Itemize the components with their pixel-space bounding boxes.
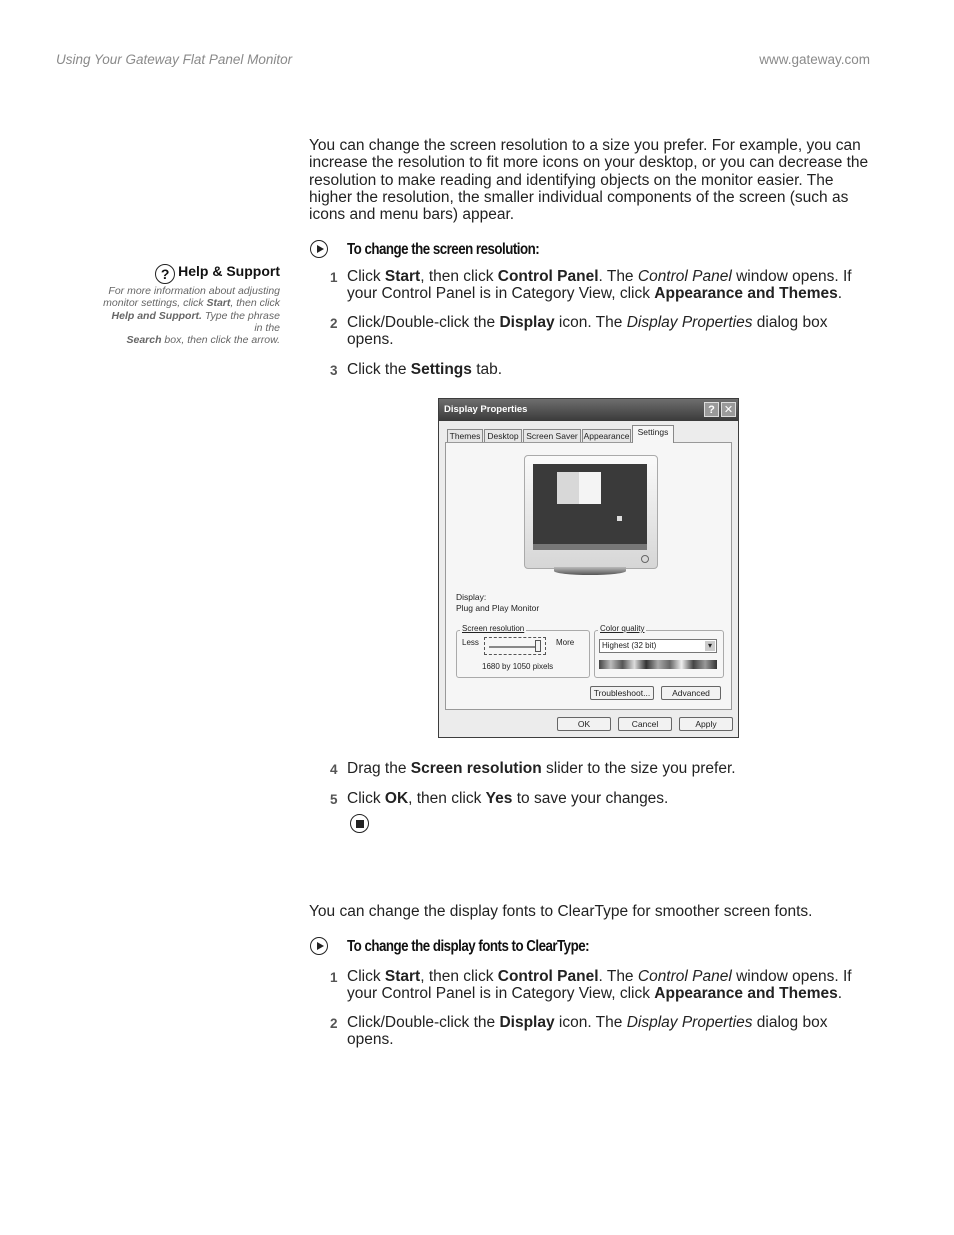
step-number: 1 — [330, 970, 338, 985]
apply-button[interactable]: Apply — [679, 717, 733, 731]
less-label: Less — [462, 638, 479, 647]
chevron-down-icon[interactable]: ▾ — [705, 641, 715, 651]
screen-resolution-label: Screen resolution — [462, 624, 525, 633]
recycle-bin-icon — [617, 516, 622, 521]
step-text: Click the Settings tab. — [347, 361, 503, 378]
step-text: Click Start, then click Control Panel. The Control Panel window opens. If your Control Panel is in Category View, click Appearance and Themes. — [347, 268, 852, 303]
resolution-slider[interactable] — [484, 637, 546, 655]
step-number: 2 — [330, 316, 338, 331]
help-support-note — [60, 263, 280, 346]
step-number: 2 — [330, 1016, 338, 1031]
step-text: Click OK, then click Yes to save your changes. — [347, 790, 669, 807]
procedure-start-icon — [310, 937, 328, 955]
tab-settings[interactable]: Settings — [632, 425, 674, 443]
procedure-title: To change the screen resolution: — [347, 241, 540, 258]
slider-track — [489, 646, 541, 648]
more-label: More — [556, 638, 575, 647]
dialog-titlebar — [439, 399, 738, 421]
step-text: Drag the Screen resolution slider to the size you prefer. — [347, 760, 736, 777]
troubleshoot-button[interactable]: Troubleshoot... — [590, 686, 654, 700]
help-button[interactable]: ? — [704, 402, 719, 417]
cancel-button[interactable]: Cancel — [618, 717, 672, 731]
slider-thumb[interactable] — [535, 640, 541, 652]
step-text: Click Start, then click Control Panel. The Control Panel window opens. If your Control Panel is in Category View, click Appearance and Themes. — [347, 968, 852, 1003]
display-label: Display: — [456, 592, 487, 602]
tab-appearance[interactable]: Appearance — [583, 431, 630, 441]
tab-screen-saver[interactable]: Screen Saver — [523, 429, 581, 442]
color-palette-strip — [599, 660, 717, 669]
settings-panel — [445, 442, 732, 710]
monitor-illustration — [524, 455, 658, 569]
resolution-value: 1680 by 1050 pixels — [482, 662, 554, 671]
display-properties-dialog — [438, 398, 739, 738]
color-quality-label: Color quality — [600, 624, 645, 633]
help-support-title: ? Help & Support — [60, 263, 280, 284]
procedure-title: To change the display fonts to ClearType: — [347, 938, 590, 955]
tab-desktop[interactable]: Desktop — [484, 429, 522, 442]
close-button[interactable]: ✕ — [721, 402, 736, 417]
running-header-url: www.gateway.com — [759, 52, 870, 67]
step-number: 1 — [330, 270, 338, 285]
color-quality-value: Highest (32 bit) — [602, 641, 657, 650]
monitor-stand — [554, 567, 626, 575]
step-number: 5 — [330, 792, 338, 807]
cleartype-intro: You can change the display fonts to ClearType for smoother screen fonts. — [309, 903, 813, 920]
color-quality-select[interactable] — [599, 639, 717, 653]
help-question-icon: ? — [155, 264, 175, 284]
step-number: 3 — [330, 363, 338, 378]
step-text: Click/Double-click the Display icon. The Display Properties dialog box opens. — [347, 1014, 828, 1049]
intro-paragraph: You can change the screen resolution to a size you prefer. For example, you can increase the resolution to fit more icons on your desktop, or you can decrease the resolution to make reading and identifying objects on the monitor easier. The higher the resolution, the smaller individual components of the screen (such as icons and menu bars) appear. — [309, 137, 869, 224]
desktop-window — [557, 472, 579, 504]
procedure-start-icon — [310, 240, 328, 258]
running-header-title: Using Your Gateway Flat Panel Monitor — [56, 52, 293, 67]
step-number: 4 — [330, 762, 338, 777]
color-quality-group — [594, 630, 724, 678]
ok-button[interactable]: OK — [557, 717, 611, 731]
display-value: Plug and Play Monitor — [456, 603, 540, 613]
tab-themes[interactable]: Themes — [447, 429, 483, 442]
monitor-screen — [533, 464, 647, 550]
dialog-title: Display Properties — [444, 404, 528, 415]
help-support-body: For more information about adjusting monitor settings, click Start, then click Help and Support. Type the phrase in the Search box, then click the arrow. — [103, 285, 280, 347]
power-button-icon — [641, 555, 649, 563]
step-text: Click/Double-click the Display icon. The Display Properties dialog box opens. — [347, 314, 828, 349]
procedure-end-icon — [350, 814, 369, 833]
advanced-button[interactable]: Advanced — [661, 686, 721, 700]
desktop-window — [579, 472, 601, 504]
taskbar — [533, 544, 647, 550]
